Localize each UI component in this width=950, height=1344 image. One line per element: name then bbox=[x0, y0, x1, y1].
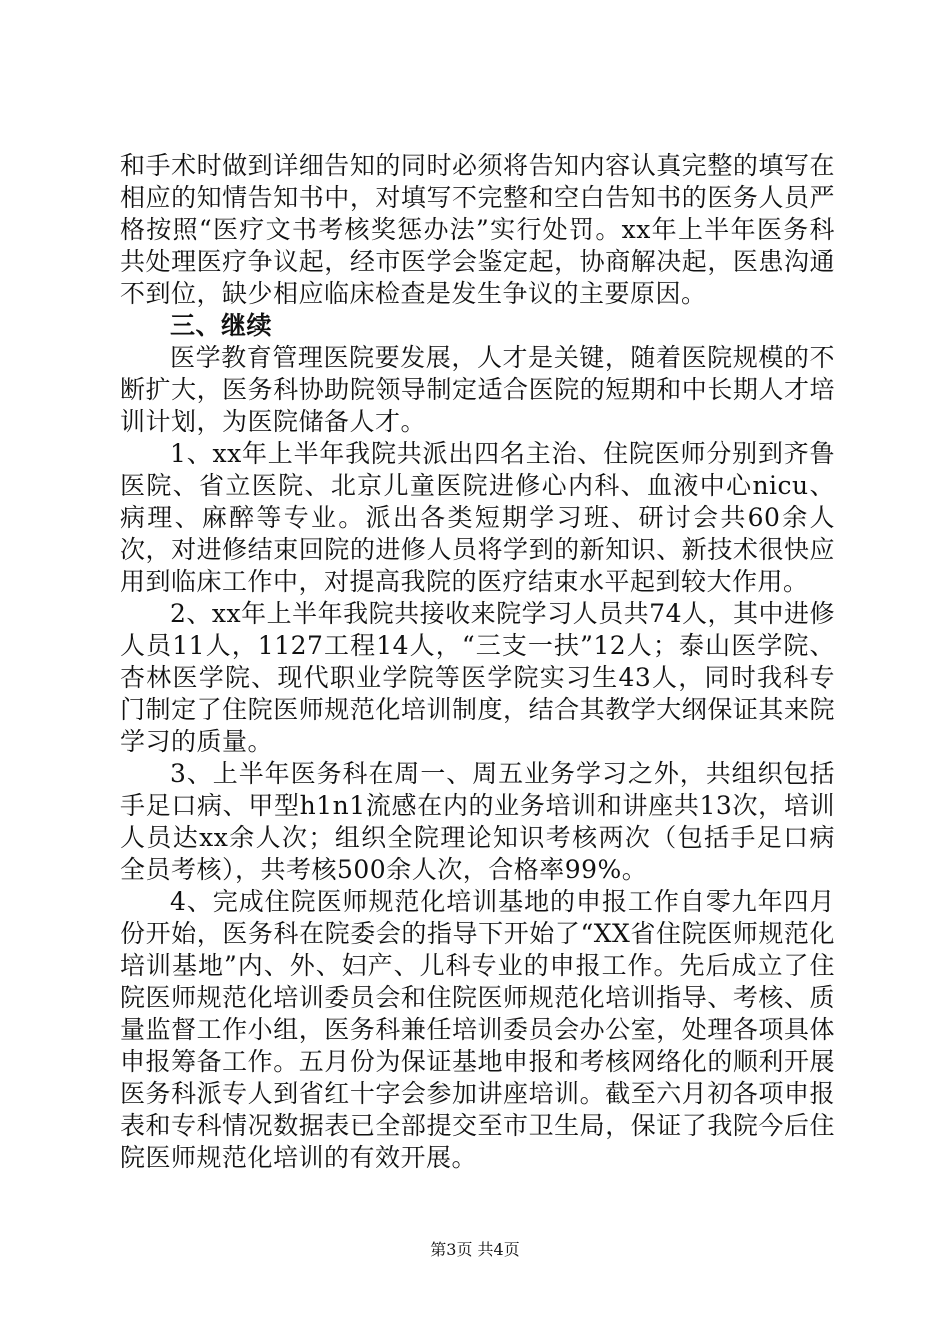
education-intro-paragraph: 医学教育管理医院要发展，人才是关键，随着医院规模的不断扩大，医务科协助院领导制定适合医院的短期和中长期人才培训计划，为医院储备人才。 bbox=[120, 343, 835, 436]
item-1-paragraph: 1、xx年上半年我院共派出四名主治、住院医师分别到齐鲁医院、省立医院、北京儿童医院进修心内科、血液中心nicu、病理、麻醉等专业。派出各类短期学习班、研讨会共60余人次，对进修结束回院的进修人员将学到的新知识、新技术很快应用到临床工作中，对提高我院的医疗结束水平起到较大作用。 bbox=[120, 439, 835, 596]
page-number-label: 第3页 共4页 bbox=[430, 1240, 520, 1259]
continuation-paragraph: 和手术时做到详细告知的同时必须将告知内容认真完整的填写在相应的知情告知书中，对填写不完整和空白告知书的医务人员严格按照“医疗文书考核奖惩办法”实行处罚。xx年上半年医务科共处理医疗争议起，经市医学会鉴定起，协商解决起，医患沟通不到位，缺少相应临床检查是发生争议的主要原因。 bbox=[120, 151, 835, 308]
item-2-paragraph: 2、xx年上半年我院共接收来院学习人员共74人，其中进修人员11人，1127工程14人，“三支一扶”12人；泰山医学院、杏林医学院、现代职业学院等医学院实习生43人，同时我科专门制定了住院医师规范化培训制度，结合其教学大纲保证其来院学习的质量。 bbox=[120, 599, 835, 756]
document-body bbox=[120, 150, 835, 1174]
item-4-paragraph: 4、完成住院医师规范化培训基地的申报工作自零九年四月份开始，医务科在院委会的指导下开始了“XX省住院医师规范化培训基地”内、外、妇产、儿科专业的申报工作。先后成立了住院医师规范化培训委员会和住院医师规范化培训指导、考核、质量监督工作小组，医务科兼任培训委员会办公室，处理各项具体申报筹备工作。五月份为保证基地申报和考核网络化的顺利开展医务科派专人到省红十字会参加讲座培训。截至六月初各项申报表和专科情况数据表已全部提交至市卫生局，保证了我院今后住院医师规范化培训的有效开展。 bbox=[120, 887, 835, 1172]
section-heading: 三、继续 bbox=[170, 311, 273, 340]
item-3-paragraph: 3、上半年医务科在周一、周五业务学习之外，共组织包括手足口病、甲型h1n1流感在内的业务培训和讲座共13次，培训人员达xx余人次；组织全院理论知识考核两次（包括手足口病全员考核），共考核500余人次，合格率99%。 bbox=[120, 759, 835, 884]
page-footer bbox=[0, 1240, 950, 1260]
